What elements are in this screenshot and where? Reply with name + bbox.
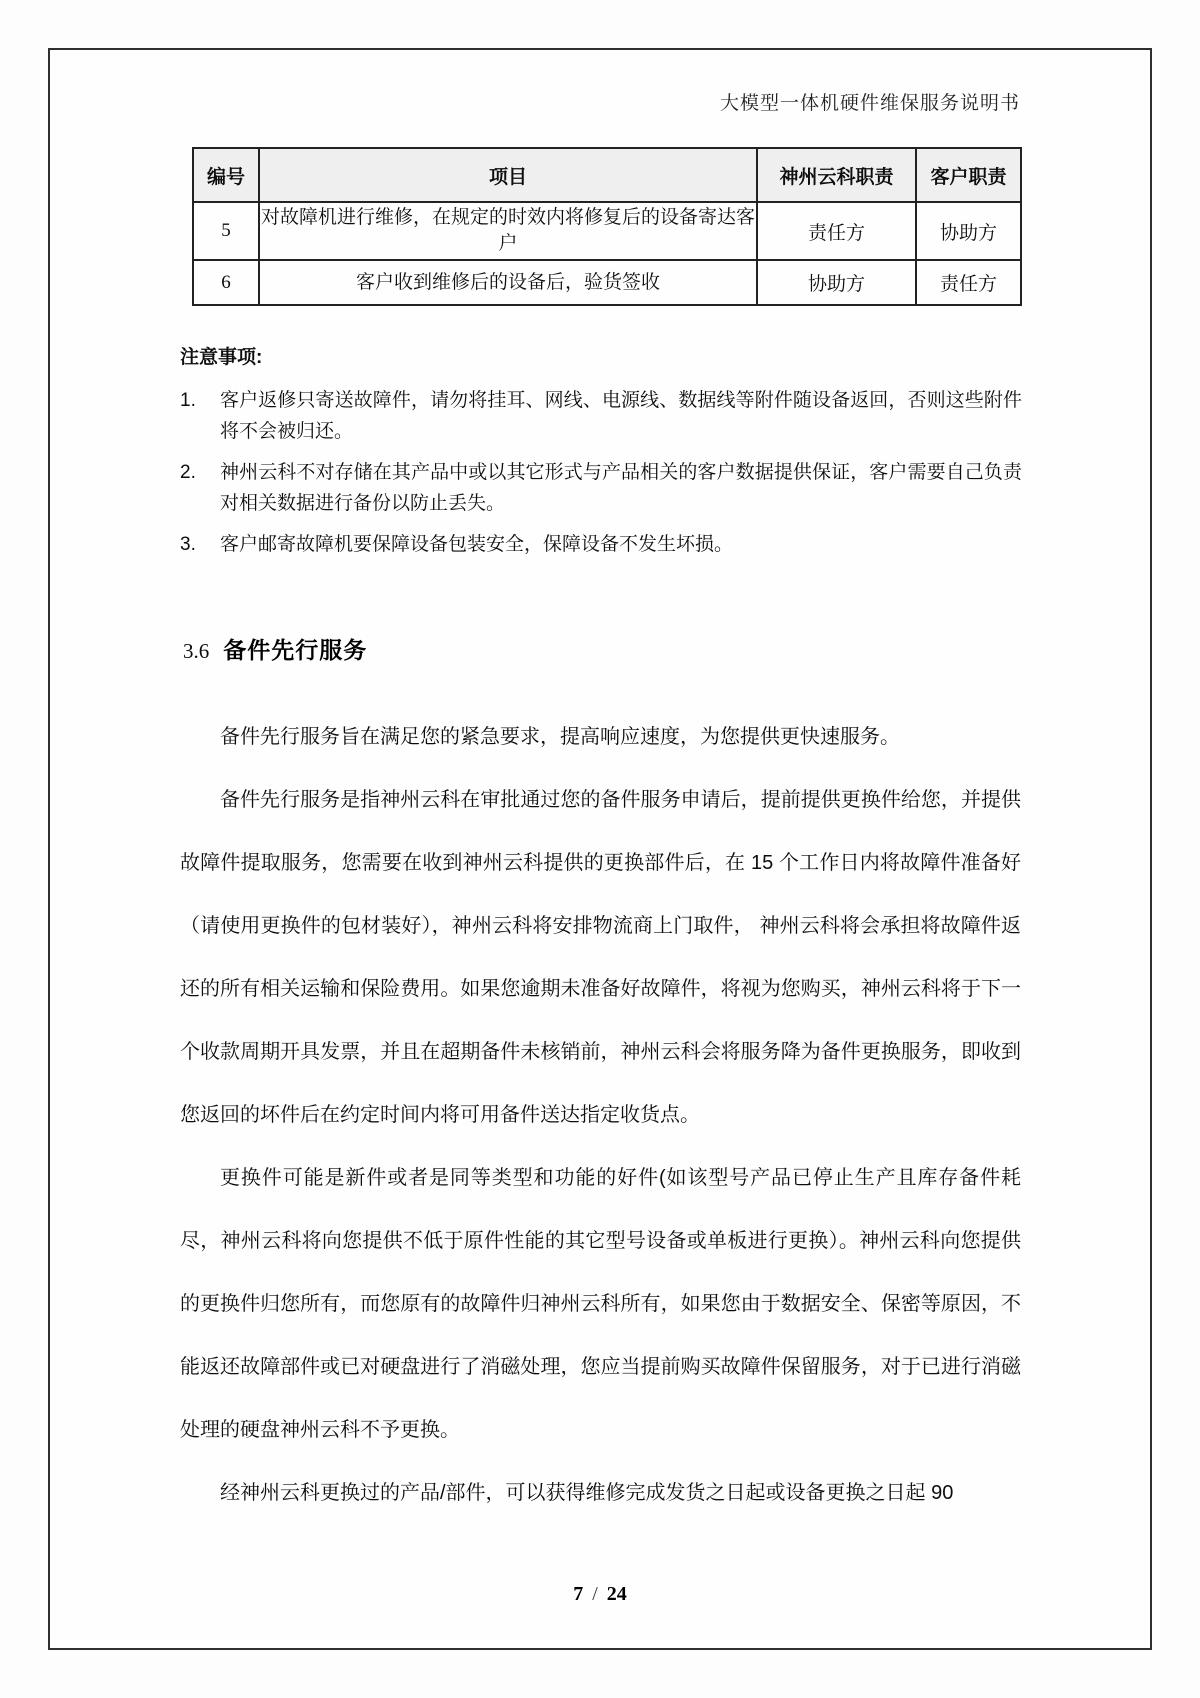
row-item: 对故障机进行维修，在规定的时效内将修复后的设备寄达客户 bbox=[259, 202, 757, 260]
paragraph: 更换件可能是新件或者是同等类型和功能的好件(如该型号产品已停止生产且库存备件耗尽，神州云科将向您提供不低于原件性能的其它型号设备或单板进行更换）。神州云科向您提供的更换件归您所有，而您原有的故障件归神州云科所有，如果您由于数据安全、保密等原因，不能返还故障部件或已对硬盘进行了消磁处理，您应当提前购买故障件保留服务，对于已进行消磁处理的硬盘神州云科不予更换。 bbox=[180, 1167, 1021, 1441]
row-vendor-duty: 责任方 bbox=[757, 202, 916, 260]
table-row bbox=[193, 260, 1021, 305]
col-header-vendor-duty: 神州云科职责 bbox=[757, 148, 916, 202]
table-row bbox=[193, 202, 1021, 260]
col-header-number: 编号 bbox=[193, 148, 259, 202]
row-customer-duty: 协助方 bbox=[916, 202, 1021, 260]
col-header-customer-duty: 客户职责 bbox=[916, 148, 1021, 202]
list-item-number: 1. bbox=[180, 390, 196, 411]
current-page-number: 7 bbox=[573, 1583, 584, 1605]
row-item: 客户收到维修后的设备后，验货签收 bbox=[259, 260, 757, 305]
section-title: 备件先行服务 bbox=[223, 637, 368, 663]
list-item-text: 神州云科不对存储在其产品中或以其它形式与产品相关的客户数据提供保证，客户需要自己负责对相关数据进行备份以防止丢失。 bbox=[220, 462, 1022, 514]
section-heading bbox=[183, 632, 367, 665]
paragraph: 备件先行服务旨在满足您的紧急要求，提高响应速度，为您提供更快速服务。 bbox=[220, 726, 900, 748]
row-number: 5 bbox=[193, 202, 259, 260]
page-footer bbox=[0, 1583, 1200, 1606]
section-body bbox=[180, 706, 1021, 1525]
document-header-title: 大模型一体机硬件维保服务说明书 bbox=[719, 93, 1020, 114]
notes-section bbox=[180, 342, 1022, 570]
table-header-row bbox=[193, 148, 1021, 202]
list-item-number: 3. bbox=[180, 534, 196, 555]
list-item bbox=[180, 385, 1022, 447]
list-item-text: 客户返修只寄送故障件，请勿将挂耳、网线、电源线、数据线等附件随设备返回，否则这些附件将不会被归还。 bbox=[220, 390, 1022, 442]
notes-title: 注意事项: bbox=[180, 347, 263, 368]
total-page-count: 24 bbox=[606, 1583, 627, 1605]
row-customer-duty: 责任方 bbox=[916, 260, 1021, 305]
col-header-item: 项目 bbox=[259, 148, 757, 202]
list-item bbox=[180, 529, 1022, 560]
page-separator: / bbox=[592, 1583, 598, 1605]
row-number: 6 bbox=[193, 260, 259, 305]
paragraph: 经神州云科更换过的产品/部件，可以获得维修完成发货之日起或设备更换之日起 90 bbox=[220, 1482, 954, 1504]
paragraph: 备件先行服务是指神州云科在审批通过您的备件服务申请后，提前提供更换件给您，并提供故障件提取服务，您需要在收到神州云科提供的更换部件后，在 15 个工作日内将故障件准备好（请使用更换件的包材装好），神州云科将安排物流商上门取件， 神州云科将会承担将故障件返还的所有相关运输和保险费用。如果您逾期未准备好故障件，将视为您购买，神州云科将于下一个收款周期开具发票，并且在超期备件未核销前，神州云科会将服务降为备件更换服务，即收到您返回的坏件后在约定时间内将可用备件送达指定收货点。 bbox=[180, 789, 1021, 1126]
responsibility-table bbox=[192, 147, 1022, 306]
row-vendor-duty: 协助方 bbox=[757, 260, 916, 305]
section-number: 3.6 bbox=[183, 639, 210, 663]
list-item-text: 客户邮寄故障机要保障设备包装安全，保障设备不发生坏损。 bbox=[220, 534, 734, 555]
list-item-number: 2. bbox=[180, 462, 196, 483]
list-item bbox=[180, 457, 1022, 519]
